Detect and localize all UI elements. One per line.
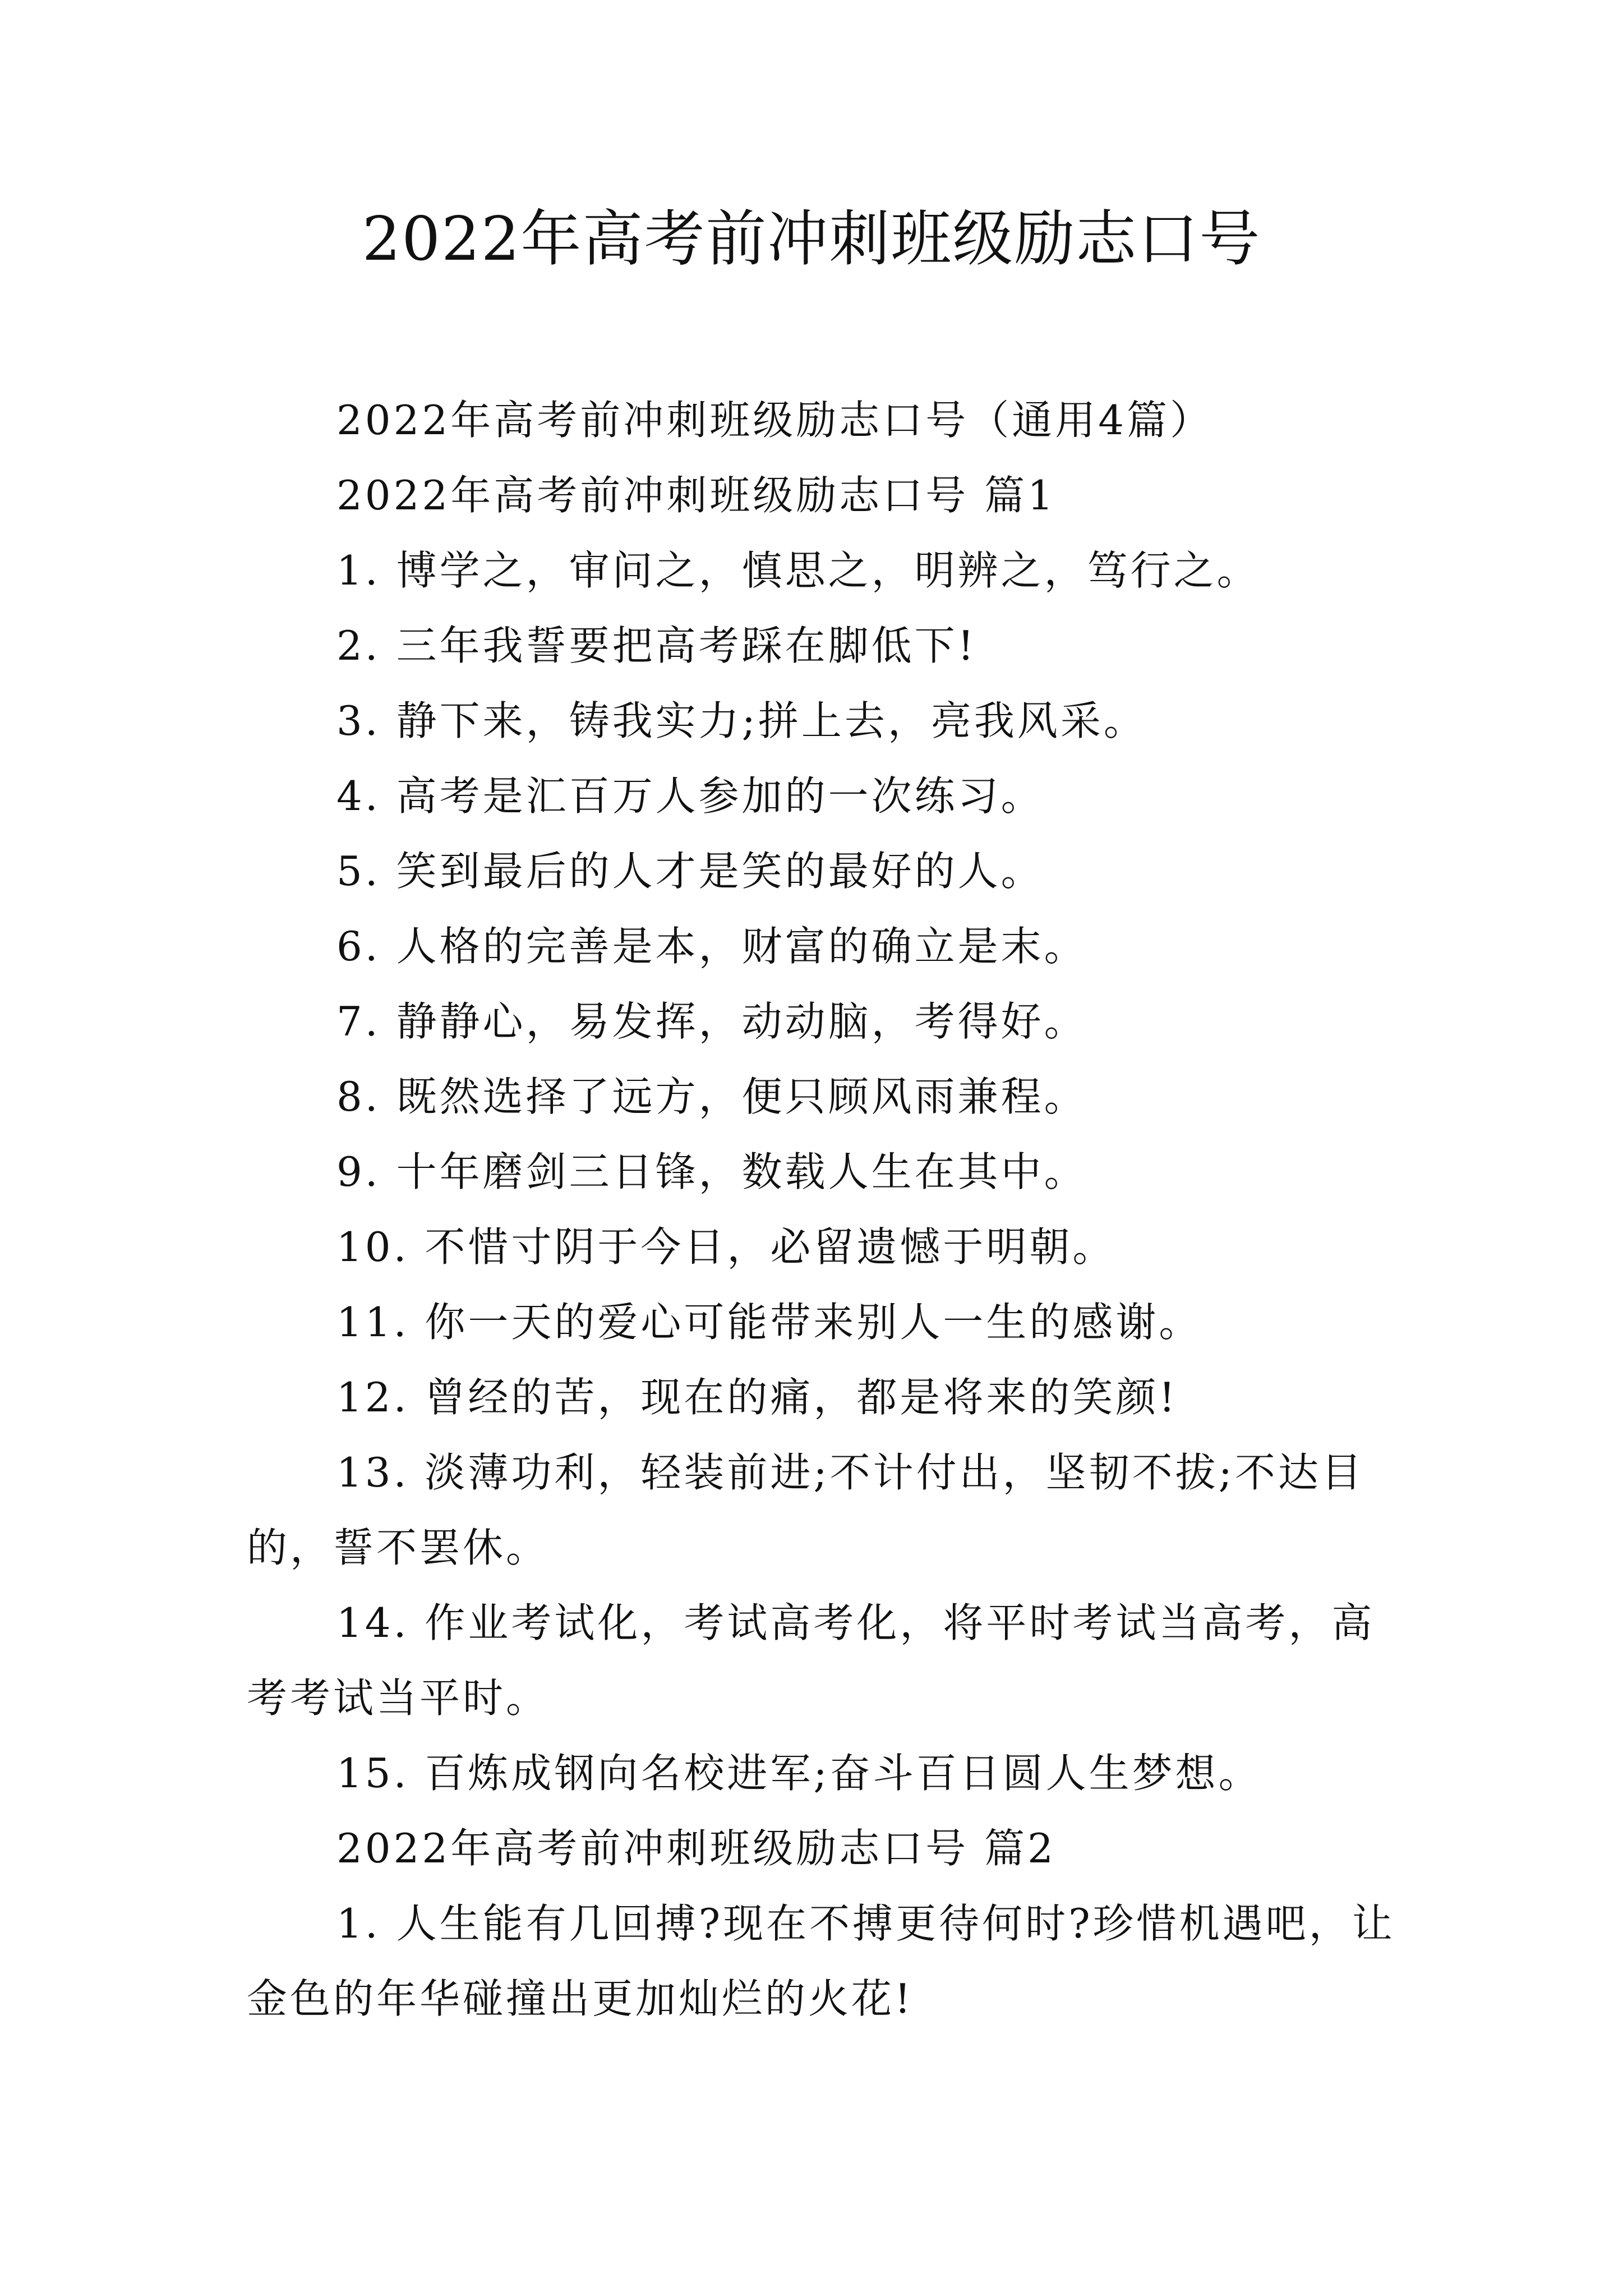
slogan-item: 3. 静下来，铸我实力;拼上去，亮我风采。 bbox=[336, 697, 1147, 744]
slogan-item: 4. 高考是汇百万人参加的一次练习。 bbox=[336, 772, 1044, 820]
slogan-item: 2. 三年我誓要把高考踩在脚低下! bbox=[336, 622, 977, 669]
slogan-item: 12. 曾经的苦，现在的痛，都是将来的笑颜! bbox=[336, 1374, 1178, 1421]
slogan-item: 11. 你一天的爱心可能带来别人一生的感谢。 bbox=[336, 1299, 1202, 1346]
section-heading: 2022年高考前冲刺班级励志口号 篇1 bbox=[336, 472, 1056, 519]
slogan-item: 10. 不惜寸阴于今日，必留遗憾于明朝。 bbox=[336, 1223, 1116, 1271]
section-heading: 2022年高考前冲刺班级励志口号 篇2 bbox=[336, 1825, 1056, 1872]
document-title: 2022年高考前冲刺班级励志口号 bbox=[362, 204, 1261, 274]
subtitle-paragraph: 2022年高考前冲刺班级励志口号（通用4篇） bbox=[336, 397, 1214, 444]
slogan-item: 1. 博学之，审问之，慎思之，明辨之，笃行之。 bbox=[336, 547, 1260, 594]
document-body bbox=[247, 383, 1396, 2036]
slogan-item: 5. 笑到最后的人才是笑的最好的人。 bbox=[336, 848, 1044, 895]
slogan-item: 6. 人格的完善是本，财富的确立是末。 bbox=[336, 923, 1087, 970]
slogan-item: 13. 淡薄功利，轻装前进;不计付出，坚韧不拔;不达目的，誓不罢休。 bbox=[247, 1449, 1364, 1571]
slogan-item: 9. 十年磨剑三日锋，数载人生在其中。 bbox=[336, 1148, 1087, 1195]
slogan-item: 14. 作业考试化，考试高考化，将平时考试当高考，高考考试当平时。 bbox=[247, 1599, 1375, 1722]
slogan-item: 15. 百炼成钢向名校进军;奋斗百日圆人生梦想。 bbox=[336, 1750, 1262, 1797]
slogan-item: 1. 人生能有几回搏?现在不搏更待何时?珍惜机遇吧，让金色的年华碰撞出更加灿烂的火花! bbox=[247, 1900, 1395, 2022]
slogan-item: 7. 静静心，易发挥，动动脑，考得好。 bbox=[336, 998, 1087, 1045]
slogan-item: 8. 既然选择了远方，便只顾风雨兼程。 bbox=[336, 1073, 1087, 1120]
